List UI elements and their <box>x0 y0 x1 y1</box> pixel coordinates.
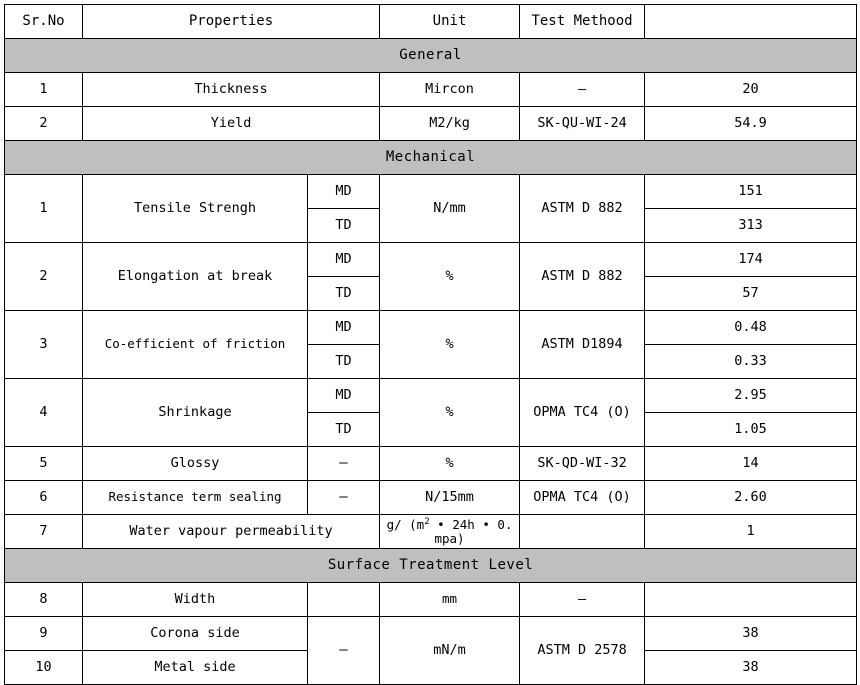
cell-sr-no: 1 <box>5 73 83 107</box>
cell-unit: % <box>380 379 520 447</box>
table-row <box>5 447 857 481</box>
cell-test-method: ASTM D 882 <box>520 243 645 311</box>
cell-value-md: 174 <box>645 243 857 277</box>
cell-property: Corona side <box>83 617 308 651</box>
cell-direction-td: TD <box>308 345 380 379</box>
cell-property <box>83 515 380 549</box>
cell-test-method: SK-QD-WI-32 <box>520 447 645 481</box>
table-row <box>5 175 857 209</box>
cell-sr-no: 4 <box>5 379 83 447</box>
cell-value-md: 151 <box>645 175 857 209</box>
cell-test-method <box>520 515 645 549</box>
section-label-general: General <box>5 39 857 73</box>
cell-value-td: 57 <box>645 277 857 311</box>
cell-test-method: OPMA TC4 (O) <box>520 481 645 515</box>
cell-unit <box>380 515 520 549</box>
cell-unit: Mircon <box>380 73 520 107</box>
cell-direction: – <box>308 617 380 685</box>
cell-value: 2.60 <box>645 481 857 515</box>
cell-test-method: ASTM D1894 <box>520 311 645 379</box>
section-row-general <box>5 39 857 73</box>
cell-unit-text: g/ ($m^2$ • 24h • 0. mpa) <box>386 516 513 547</box>
header-sr-no: Sr.No <box>5 5 83 39</box>
cell-direction: – <box>308 481 380 515</box>
cell-property-text: Water vapour permeability <box>129 523 333 539</box>
cell-value: 1 <box>645 515 857 549</box>
cell-unit: % <box>380 243 520 311</box>
header-unit: Unit <box>380 5 520 39</box>
cell-unit: M2/kg <box>380 107 520 141</box>
header-test-method: Test Methood <box>520 5 645 39</box>
cell-test-method: – <box>520 73 645 107</box>
cell-value: 14 <box>645 447 857 481</box>
specification-table <box>4 4 857 685</box>
cell-value-td: 0.33 <box>645 345 857 379</box>
cell-value: 54.9 <box>645 107 857 141</box>
table-row <box>5 617 857 651</box>
cell-test-method: – <box>520 583 645 617</box>
cell-value <box>645 583 857 617</box>
section-row-mechanical <box>5 141 857 175</box>
cell-property: Elongation at break <box>83 243 308 311</box>
cell-value-td: 1.05 <box>645 413 857 447</box>
cell-sr-no: 2 <box>5 243 83 311</box>
cell-property: Tensile Strengh <box>83 175 308 243</box>
cell-sr-no: 5 <box>5 447 83 481</box>
cell-direction-td: TD <box>308 277 380 311</box>
cell-direction <box>308 583 380 617</box>
cell-value: 38 <box>645 651 857 685</box>
cell-property: Width <box>83 583 308 617</box>
cell-direction-td: TD <box>308 413 380 447</box>
cell-sr-no: 10 <box>5 651 83 685</box>
cell-value-td: 313 <box>645 209 857 243</box>
table-row <box>5 379 857 413</box>
table-row <box>5 583 857 617</box>
cell-property: Yield <box>83 107 380 141</box>
cell-unit: N/mm <box>380 175 520 243</box>
cell-test-method: OPMA TC4 (O) <box>520 379 645 447</box>
table-row <box>5 73 857 107</box>
cell-direction-md: MD <box>308 243 380 277</box>
cell-unit: % <box>380 447 520 481</box>
cell-sr-no: 1 <box>5 175 83 243</box>
cell-sr-no: 3 <box>5 311 83 379</box>
table-header-row <box>5 5 857 39</box>
cell-property: Metal side <box>83 651 308 685</box>
cell-value: 20 <box>645 73 857 107</box>
table-row <box>5 481 857 515</box>
cell-sr-no: 2 <box>5 107 83 141</box>
spec-sheet <box>0 4 860 678</box>
cell-property: Glossy <box>83 447 308 481</box>
table-row <box>5 107 857 141</box>
cell-property: Resistance term sealing <box>83 481 308 515</box>
section-row-surface <box>5 549 857 583</box>
header-value <box>645 5 857 39</box>
cell-direction-md: MD <box>308 175 380 209</box>
table-row <box>5 243 857 277</box>
cell-value-md: 0.48 <box>645 311 857 345</box>
section-label-surface: Surface Treatment Level <box>5 549 857 583</box>
cell-test-method: ASTM D 2578 <box>520 617 645 685</box>
cell-direction-md: MD <box>308 311 380 345</box>
section-label-mechanical: Mechanical <box>5 141 857 175</box>
cell-sr-no: 8 <box>5 583 83 617</box>
cell-sr-no: 9 <box>5 617 83 651</box>
cell-property: Co-efficient of friction <box>83 311 308 379</box>
cell-direction-md: MD <box>308 379 380 413</box>
cell-property: Thickness <box>83 73 380 107</box>
table-row <box>5 311 857 345</box>
cell-unit: mN/m <box>380 617 520 685</box>
header-properties: Properties <box>83 5 380 39</box>
cell-value-md: 2.95 <box>645 379 857 413</box>
cell-property: Shrinkage <box>83 379 308 447</box>
cell-direction: – <box>308 447 380 481</box>
cell-test-method: ASTM D 882 <box>520 175 645 243</box>
cell-unit: mm <box>380 583 520 617</box>
cell-sr-no: 7 <box>5 515 83 549</box>
cell-unit: N/15mm <box>380 481 520 515</box>
cell-value: 38 <box>645 617 857 651</box>
cell-sr-no: 6 <box>5 481 83 515</box>
cell-test-method: SK-QU-WI-24 <box>520 107 645 141</box>
table-row <box>5 515 857 549</box>
cell-unit: % <box>380 311 520 379</box>
cell-direction-td: TD <box>308 209 380 243</box>
